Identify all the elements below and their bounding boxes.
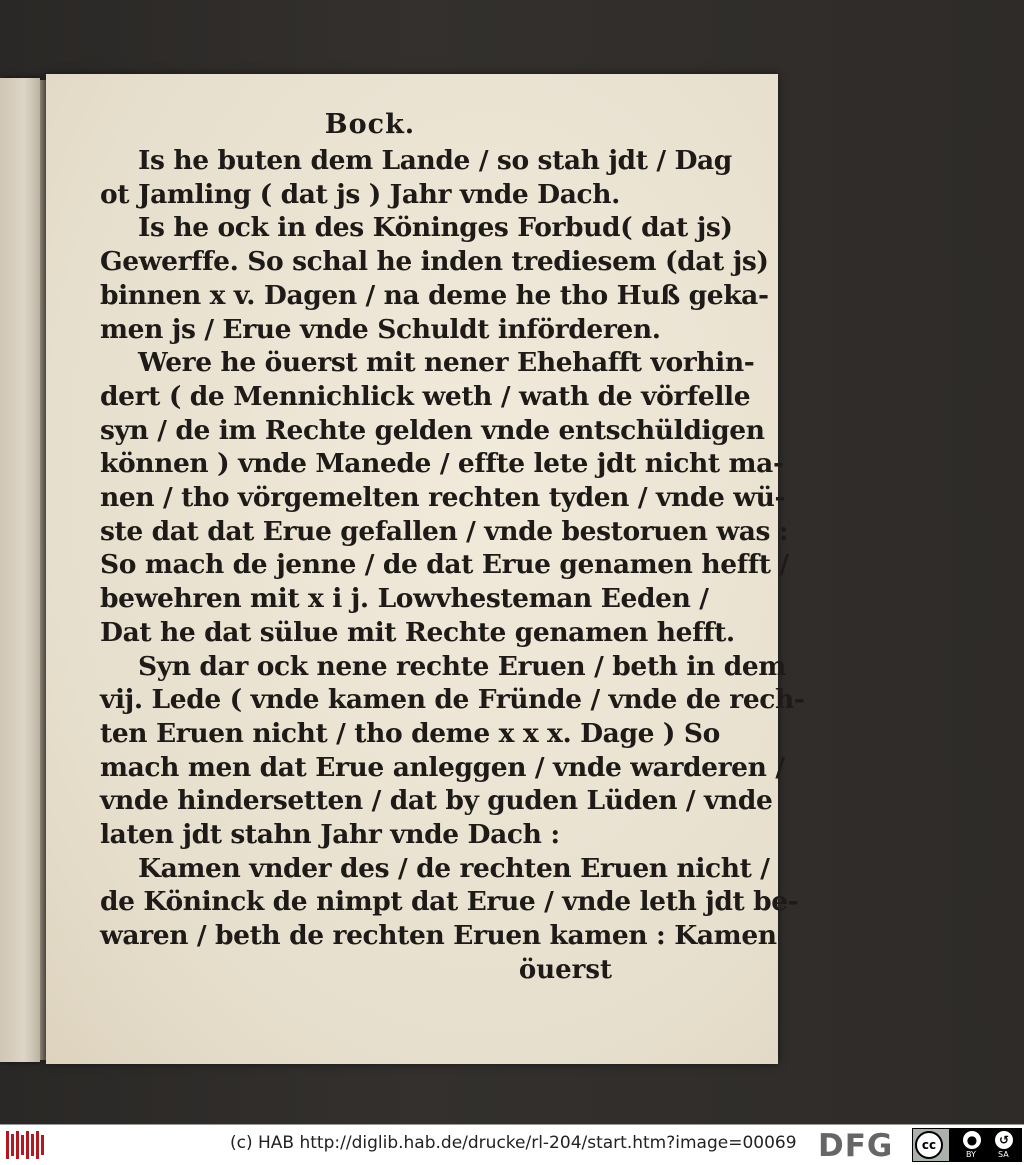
share-alike-icon: ↺ [995, 1131, 1013, 1149]
text-line: de Köninck de nimpt dat Erue / vnde leth jdt be- [100, 886, 799, 918]
text-line: men js / Erue vnde Schuldt införderen. [100, 313, 661, 345]
text-line: Gewerffe. So schal he inden trediesem (dat js) [100, 246, 769, 278]
page-heading: Bock. [324, 109, 416, 140]
text-line: Kamen vnder des / de rechten Eruen nicht / [138, 852, 770, 884]
cc-by-label: BY [966, 1150, 976, 1159]
text-line: ot Jamling ( dat js ) Jahr vnde Dach. [100, 178, 620, 210]
text-line: vnde hindersetten / dat by guden Lüden / vnde [100, 785, 773, 817]
copyright-link[interactable]: (c) HAB http://diglib.hab.de/drucke/rl-204/start.htm?image=00069 [230, 1133, 797, 1153]
text-line: binnen x v. Dagen / na deme he tho Huß geka- [100, 279, 769, 311]
dfg-logo: DFG [818, 1128, 894, 1164]
cc-sa-label: SA [998, 1150, 1009, 1159]
text-line: mach men dat Erue anleggen / vnde warderen / [100, 751, 785, 783]
previous-page-edge [0, 78, 40, 1062]
text-line: syn / de im Rechte gelden vnde entschüldigen [100, 414, 765, 446]
footer-bar [0, 1124, 1024, 1165]
cc-license-badge[interactable] [912, 1128, 1022, 1162]
hab-logo-icon [6, 1131, 48, 1159]
text-line: ten Eruen nicht / tho deme x x x. Dage ) So [100, 717, 720, 749]
by-person-icon: ● [963, 1131, 981, 1149]
text-line: waren / beth de rechten Eruen kamen : Kamen [100, 920, 777, 952]
text-line: vij. Lede ( vnde kamen de Fründe / vnde de rech- [100, 684, 805, 716]
text-line: Were he öuerst mit nener Ehehafft vorhin- [138, 347, 755, 379]
text-line: Syn dar ock nene rechte Eruen / beth in dem [138, 650, 786, 682]
text-line: ste dat dat Erue gefallen / vnde bestoruen was : [100, 515, 789, 547]
text-line: Dat he dat sülue mit Rechte genamen hefft. [100, 616, 735, 648]
text-line: dert ( de Mennichlick weth / wath de vörfelle [100, 380, 751, 412]
text-line: Is he buten dem Lande / so stah jdt / Dag [138, 145, 732, 176]
catchword: öuerst [518, 954, 612, 985]
text-line: bewehren mit x i j. Lowvhesteman Eeden / [100, 583, 709, 615]
cc-icon: cc [915, 1131, 943, 1159]
text-line: nen / tho vörgemelten rechten tyden / vnde wü- [100, 482, 786, 514]
text-line: laten jdt stahn Jahr vnde Dach : [100, 819, 560, 851]
text-line: So mach de jenne / de dat Erue genamen hefft / [100, 549, 789, 581]
text-line: können ) vnde Manede / effte lete jdt nicht ma- [100, 448, 784, 480]
text-line: Is he ock in des Köninges Forbud( dat js) [138, 212, 733, 244]
page-text [100, 106, 805, 987]
